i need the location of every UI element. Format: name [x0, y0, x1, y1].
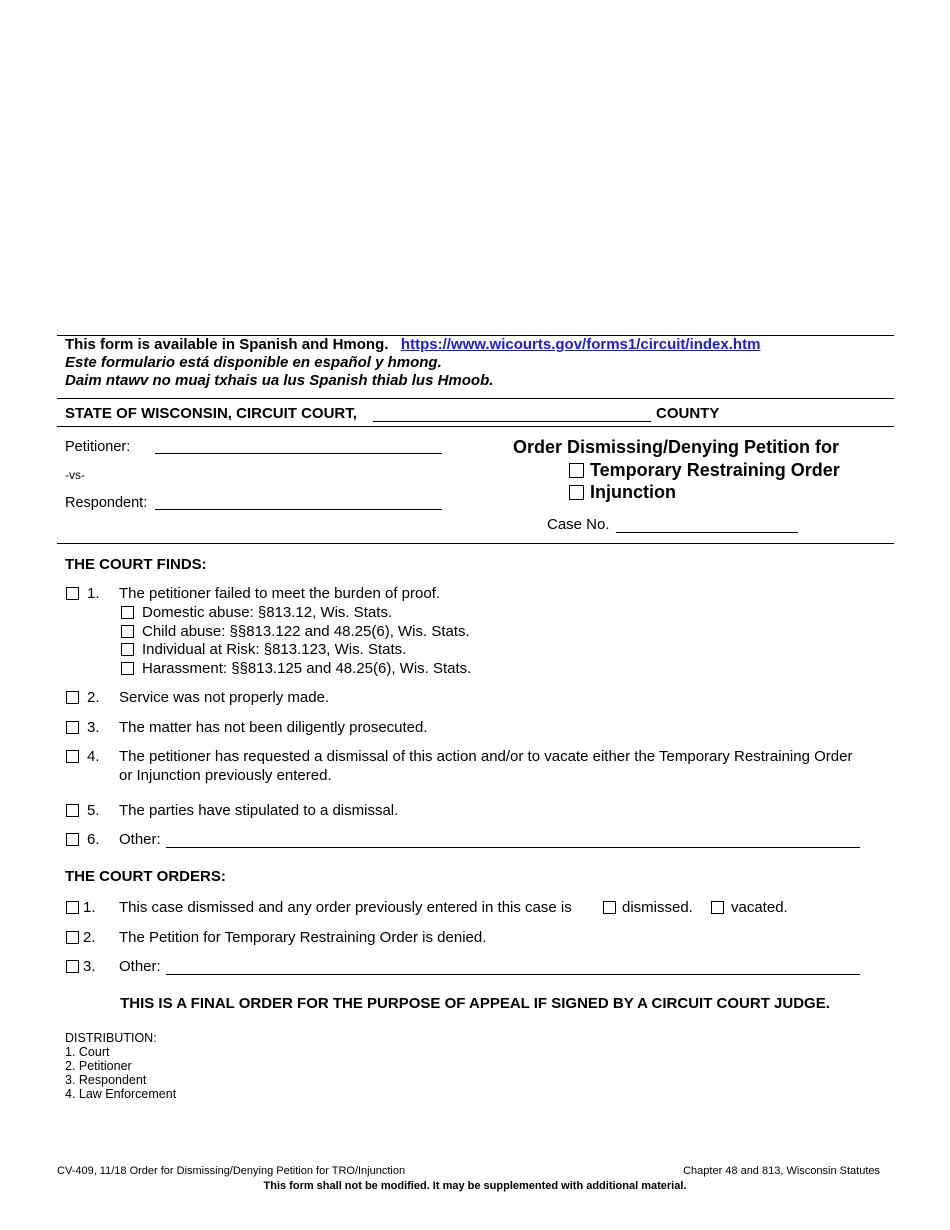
injunction-checkbox[interactable]	[569, 485, 584, 500]
availability-english: This form is available in Spanish and Hmong.	[65, 336, 389, 353]
distribution-item: 1. Court	[65, 1045, 110, 1059]
order-1-number: 1.	[83, 899, 96, 916]
finding-4-text-continued: or Injunction previously entered.	[119, 767, 332, 784]
findings-heading: THE COURT FINDS:	[65, 556, 207, 573]
distribution-item: 2. Petitioner	[65, 1059, 132, 1073]
finding-6-other-field[interactable]	[166, 847, 860, 848]
footer-statutes: Chapter 48 and 813, Wisconsin Statutes	[683, 1165, 880, 1177]
footer-notice: This form shall not be modified. It may be supplemented with additional material.	[263, 1180, 687, 1192]
county-field[interactable]	[373, 421, 651, 422]
orders-heading: THE COURT ORDERS:	[65, 868, 226, 885]
respondent-label: Respondent:	[65, 495, 148, 511]
order-1-vacated-checkbox[interactable]	[711, 901, 724, 914]
finding-4-number: 4.	[87, 748, 100, 765]
finding-4-text: The petitioner has requested a dismissal of this action and/or to vacate either the Temporary Restraining Order	[119, 748, 853, 765]
finding-5-checkbox[interactable]	[66, 804, 79, 817]
finding-3-text: The matter has not been diligently prosecuted.	[119, 719, 428, 736]
forms-link[interactable]: https://www.wicourts.gov/forms1/circuit/index.htm	[400, 336, 761, 353]
footer-form-id: CV-409, 11/18 Order for Dismissing/Denying Petition for TRO/Injunction	[57, 1165, 406, 1177]
case-no-label: Case No.	[547, 516, 610, 533]
finding-2-number: 2.	[87, 689, 100, 706]
sub-finding-domestic-text: Domestic abuse: §813.12, Wis. Stats.	[142, 604, 393, 621]
vs-label: -vs-	[65, 468, 85, 482]
sub-finding-harassment-checkbox[interactable]	[121, 662, 134, 675]
finding-1-text: The petitioner failed to meet the burden of proof.	[119, 585, 441, 602]
finding-4-checkbox[interactable]	[66, 750, 79, 763]
finding-2-checkbox[interactable]	[66, 691, 79, 704]
finding-1-number: 1.	[87, 585, 100, 602]
tro-checkbox[interactable]	[569, 463, 584, 478]
availability-line	[65, 336, 760, 354]
availability-hmong: Daim ntawv no muaj txhais ua lus Spanish thiab lus Hmoob.	[65, 372, 494, 389]
order-3-number: 3.	[83, 958, 96, 975]
distribution-heading: DISTRIBUTION:	[65, 1031, 157, 1045]
order-1-checkbox[interactable]	[66, 901, 79, 914]
petitioner-field[interactable]	[155, 453, 442, 454]
order-1-text: This case dismissed and any order previously entered in this case is	[119, 899, 572, 916]
court-line-suffix: COUNTY	[656, 405, 720, 422]
case-no-field[interactable]	[616, 532, 798, 533]
final-order-notice: THIS IS A FINAL ORDER FOR THE PURPOSE OF APPEAL IF SIGNED BY A CIRCUIT COURT JUDGE.	[120, 995, 830, 1012]
order-1-vacated-label: vacated.	[731, 899, 788, 916]
respondent-field[interactable]	[155, 509, 442, 510]
sub-finding-harassment-text: Harassment: §§813.125 and 48.25(6), Wis. Stats.	[142, 660, 472, 677]
finding-3-checkbox[interactable]	[66, 721, 79, 734]
court-line-prefix: STATE OF WISCONSIN, CIRCUIT COURT,	[65, 405, 357, 422]
finding-6-other-label: Other:	[119, 831, 161, 848]
sub-finding-individual-text: Individual at Risk: §813.123, Wis. Stats.	[142, 641, 407, 658]
court-line-bottom-rule	[57, 426, 894, 427]
availability-spanish: Este formulario está disponible en español y hmong.	[65, 354, 442, 371]
order-1-dismissed-checkbox[interactable]	[603, 901, 616, 914]
finding-6-number: 6.	[87, 831, 100, 848]
caption-bottom-rule	[57, 543, 894, 544]
form-title: Order Dismissing/Denying Petition for	[513, 437, 840, 457]
sub-finding-child-text: Child abuse: §§813.122 and 48.25(6), Wis. Stats.	[142, 623, 470, 640]
order-3-other-field[interactable]	[166, 974, 860, 975]
finding-2-text: Service was not properly made.	[119, 689, 330, 706]
injunction-option-label: Injunction	[590, 482, 676, 502]
finding-5-text: The parties have stipulated to a dismissal.	[119, 802, 399, 819]
finding-5-number: 5.	[87, 802, 100, 819]
distribution-item: 3. Respondent	[65, 1073, 147, 1087]
order-1-dismissed-label: dismissed.	[622, 899, 693, 916]
order-2-checkbox[interactable]	[66, 931, 79, 944]
petitioner-label: Petitioner:	[65, 439, 131, 455]
finding-6-checkbox[interactable]	[66, 833, 79, 846]
tro-option-label: Temporary Restraining Order	[590, 460, 840, 480]
sub-finding-individual-checkbox[interactable]	[121, 643, 134, 656]
order-3-checkbox[interactable]	[66, 960, 79, 973]
distribution-item: 4. Law Enforcement	[65, 1087, 177, 1101]
sub-finding-child-checkbox[interactable]	[121, 625, 134, 638]
court-line-top-rule	[57, 398, 894, 399]
order-2-text: The Petition for Temporary Restraining Order is denied.	[119, 929, 487, 946]
finding-3-number: 3.	[87, 719, 100, 736]
finding-1-checkbox[interactable]	[66, 587, 79, 600]
sub-finding-domestic-checkbox[interactable]	[121, 606, 134, 619]
order-3-other-label: Other:	[119, 958, 161, 975]
order-2-number: 2.	[83, 929, 96, 946]
